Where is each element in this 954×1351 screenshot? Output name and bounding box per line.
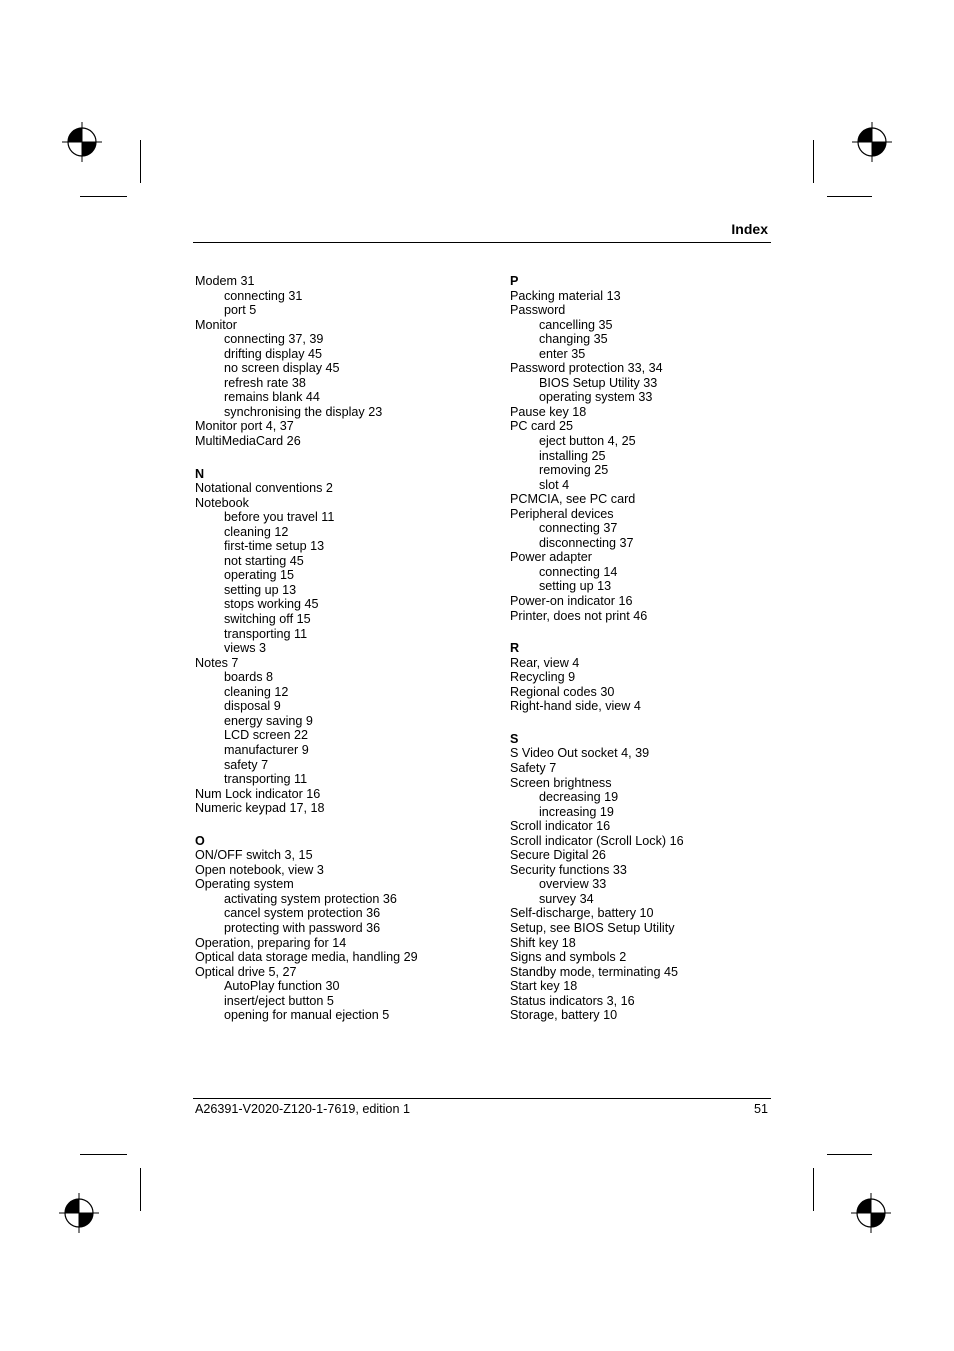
index-entry: Monitor: [195, 317, 237, 332]
index-entry: Shift key 18: [510, 935, 576, 950]
index-subentry: first-time setup 13: [224, 539, 325, 554]
index-entry: Security functions 33: [510, 862, 627, 877]
index-subentry: activating system protection 36: [224, 891, 397, 906]
index-subentry: cleaning 12: [224, 684, 289, 699]
crop-mark-line: [80, 1154, 127, 1155]
index-entry: Standby mode, terminating 45: [510, 964, 679, 979]
crop-mark-line: [140, 140, 141, 183]
index-entry: Recycling 9: [510, 670, 576, 685]
index-subentry: operating system 33: [539, 390, 653, 405]
index-entry: Right-hand side, view 4: [510, 699, 641, 714]
index-entry: Notational conventions 2: [195, 481, 333, 496]
section-letter: N: [195, 466, 205, 481]
index-subentry: decreasing 19: [539, 790, 619, 805]
index-entry: Regional codes 30: [510, 684, 615, 699]
index-entry: Password protection 33, 34: [510, 361, 663, 376]
section-letter: O: [195, 833, 205, 848]
index-entry: Rear, view 4: [510, 655, 580, 670]
crop-mark-line: [827, 1154, 872, 1155]
header-rule: [193, 242, 771, 243]
index-subentry: connecting 37: [539, 521, 618, 536]
index-subentry: enter 35: [539, 346, 586, 361]
index-subentry: cleaning 12: [224, 524, 289, 539]
index-entry: Secure Digital 26: [510, 848, 606, 863]
index-entry: Printer, does not print 46: [510, 608, 648, 623]
crop-mark-line: [827, 196, 872, 197]
index-subentry: survey 34: [539, 891, 594, 906]
index-subentry: energy saving 9: [224, 713, 313, 728]
index-subentry: cancelling 35: [539, 317, 613, 332]
index-subentry: safety 7: [224, 757, 269, 772]
footer-rule: [193, 1098, 771, 1099]
index-entry: Monitor port 4, 37: [195, 419, 294, 434]
index-entry: Optical drive 5, 27: [195, 964, 297, 979]
index-subentry: switching off 15: [224, 612, 311, 627]
index-subentry: changing 35: [539, 332, 608, 347]
section-letter: R: [510, 641, 520, 656]
index-subentry: before you travel 11: [224, 510, 335, 525]
index-subentry: drifting display 45: [224, 346, 323, 361]
index-subentry: disposal 9: [224, 699, 281, 714]
index-section: [195, 274, 495, 449]
index-subentry: views 3: [224, 641, 266, 656]
index-entry: Modem 31: [195, 274, 255, 288]
index-section: [510, 732, 810, 1023]
index-subentry: synchronising the display 23: [224, 404, 383, 419]
index-subentry: disconnecting 37: [539, 535, 634, 550]
index-entry: Numeric keypad 17, 18: [195, 801, 325, 816]
index-subentry: increasing 19: [539, 804, 614, 819]
index-subentry: overview 33: [539, 877, 607, 892]
crop-mark-line: [80, 196, 127, 197]
index-subentry: eject button 4, 25: [539, 434, 636, 449]
index-entry: Scroll indicator (Scroll Lock) 16: [510, 833, 684, 848]
index-entry: Peripheral devices: [510, 506, 614, 521]
index-subentry: stops working 45: [224, 597, 319, 612]
index-subentry: AutoPlay function 30: [224, 979, 340, 994]
index-entry: Notebook: [195, 495, 249, 510]
index-entry: Pause key 18: [510, 404, 587, 419]
section-letter: S: [510, 731, 519, 746]
index-entry: Setup, see BIOS Setup Utility: [510, 920, 675, 935]
index-section: [195, 467, 495, 816]
index-subentry: operating 15: [224, 568, 295, 583]
index-subentry: insert/eject button 5: [224, 993, 334, 1008]
index-subentry: remains blank 44: [224, 390, 320, 405]
registration-mark-icon: [59, 1193, 99, 1233]
crop-mark-line: [813, 140, 814, 183]
index-subentry: setting up 13: [224, 582, 297, 597]
index-entry: Password: [510, 303, 566, 318]
index-subentry: manufacturer 9: [224, 742, 309, 757]
registration-mark-icon: [852, 122, 892, 162]
index-entry: Num Lock indicator 16: [195, 786, 321, 801]
index-entry: Scroll indicator 16: [510, 819, 611, 834]
index-subentry: protecting with password 36: [224, 920, 381, 935]
crop-mark-line: [140, 1168, 141, 1211]
index-subentry: port 5: [224, 303, 257, 318]
index-section: [510, 641, 810, 714]
index-entry: Power adapter: [510, 550, 592, 565]
index-entry: Self-discharge, battery 10: [510, 906, 654, 921]
index-subentry: removing 25: [539, 463, 609, 478]
index-entry: PC card 25: [510, 419, 573, 434]
index-entry: Notes 7: [195, 655, 239, 670]
index-entry: Storage, battery 10: [510, 1008, 618, 1023]
index-subentry: boards 8: [224, 670, 274, 685]
index-column-right: [510, 274, 810, 1023]
index-entry: Optical data storage media, handling 29: [195, 950, 418, 965]
index-subentry: opening for manual ejection 5: [224, 1008, 390, 1023]
index-subentry: slot 4: [539, 477, 570, 492]
index-entry: Operating system: [195, 877, 294, 892]
index-section: [510, 274, 810, 623]
index-column-left: [195, 274, 495, 1023]
index-subentry: refresh rate 38: [224, 375, 306, 390]
index-entry: Signs and symbols 2: [510, 950, 627, 965]
index-subentry: not starting 45: [224, 553, 304, 568]
index-entry: Screen brightness: [510, 775, 612, 790]
index-entry: Power-on indicator 16: [510, 594, 633, 609]
index-entry: Status indicators 3, 16: [510, 993, 635, 1008]
index-subentry: BIOS Setup Utility 33: [539, 375, 658, 390]
index-entry: PCMCIA, see PC card: [510, 492, 636, 507]
index-subentry: transporting 11: [224, 626, 308, 641]
index-subentry: cancel system protection 36: [224, 906, 381, 921]
crop-mark-line: [813, 1168, 814, 1211]
index-subentry: transporting 11: [224, 772, 308, 787]
index-entry: Safety 7: [510, 760, 557, 775]
index-entry: ON/OFF switch 3, 15: [195, 848, 313, 863]
registration-mark-icon: [851, 1193, 891, 1233]
index-subentry: installing 25: [539, 448, 606, 463]
index-section: [195, 834, 495, 1023]
index-subentry: no screen display 45: [224, 361, 340, 376]
index-subentry: connecting 31: [224, 288, 303, 303]
page-header-title: Index: [731, 221, 768, 237]
document-id: A26391-V2020-Z120-1-7619, edition 1: [195, 1102, 410, 1116]
index-entry: Start key 18: [510, 979, 578, 994]
index-subentry: setting up 13: [539, 579, 612, 594]
index-subentry: connecting 14: [539, 564, 618, 579]
index-entry: Operation, preparing for 14: [195, 935, 347, 950]
index-subentry: LCD screen 22: [224, 728, 308, 743]
index-entry: Open notebook, view 3: [195, 862, 324, 877]
page-number: 51: [753, 1102, 768, 1116]
index-entry: MultiMediaCard 26: [195, 434, 301, 449]
section-letter: P: [510, 274, 519, 288]
index-entry: S Video Out socket 4, 39: [510, 746, 650, 761]
registration-mark-icon: [62, 122, 102, 162]
index-entry: Packing material 13: [510, 288, 621, 303]
index-subentry: connecting 37, 39: [224, 332, 324, 347]
